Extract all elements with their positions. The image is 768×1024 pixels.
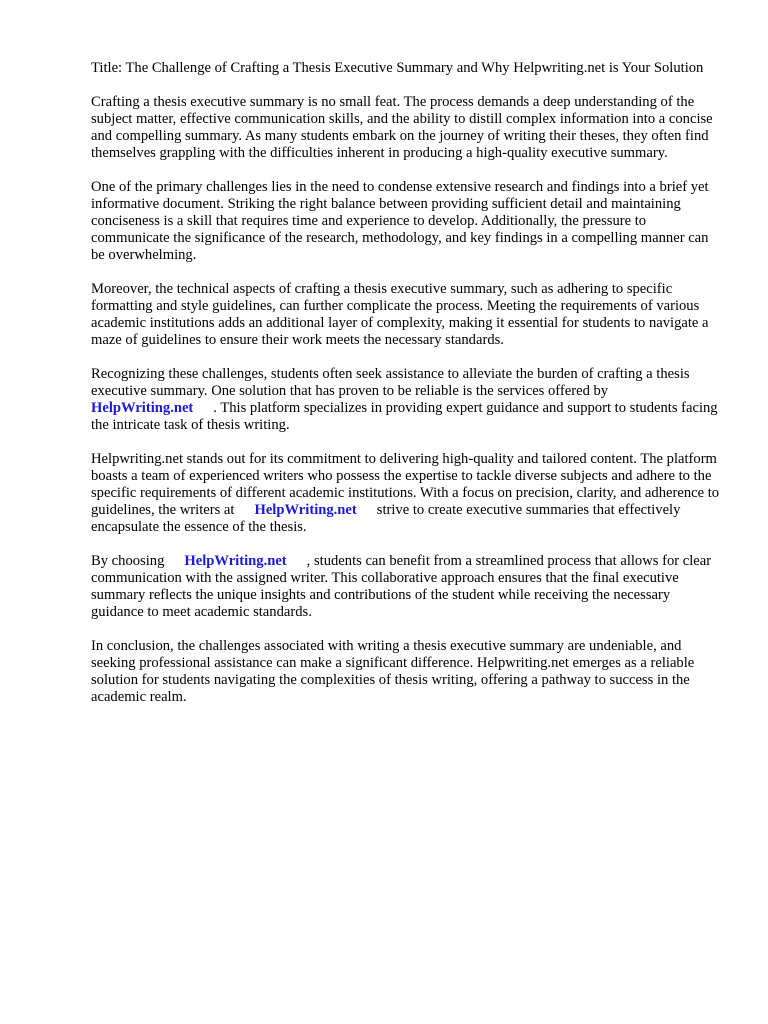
paragraph-solution-text-after: . This platform specializes in providing expert guidance and support to students facing the intricate task of thesis writing.	[91, 400, 718, 433]
paragraph-choosing-text-before: By choosing	[91, 553, 165, 569]
paragraph-choosing-text-after: , students can benefit from a streamlined process that allows for clear communication with the assigned writer. This collaborative approach ensures that the final executive summary reflects the unique insights and contributions of the student while receiving the necessary guidance to meet academic standards.	[91, 553, 712, 620]
helpwriting-link-1[interactable]: HelpWriting.net	[91, 400, 194, 416]
paragraph-choosing	[91, 553, 723, 621]
paragraph-commitment-text-before: Helpwriting.net stands out for its commitment to delivering high-quality and tailored content. The platform boasts a team of experienced writers who possess the expertise to tackle diverse subjects and adhere to the specific requirements of different academic institutions. With a focus on precision, clarity, and adherence to guidelines, the writers at	[91, 451, 720, 518]
paragraph-commitment-text-after: strive to create executive summaries that effectively encapsulate the essence of the thesis.	[91, 502, 681, 535]
paragraph-challenges: One of the primary challenges lies in the need to condense extensive research and findings into a brief yet informative document. Striking the right balance between providing sufficient detail and maintaining conciseness is a skill that requires time and experience to develop. Additionally, the pressure to communicate the significance of the research, methodology, and key findings in a compelling manner can be overwhelming.	[91, 179, 709, 263]
paragraph-conclusion: In conclusion, the challenges associated with writing a thesis executive summary are undeniable, and seeking professional assistance can make a significant difference. Helpwriting.net emerges as a reliable solution for students navigating the complexities of thesis writing, offering a pathway to success in the academic realm.	[91, 638, 695, 705]
paragraph-solution	[91, 366, 723, 434]
document-body	[91, 60, 723, 723]
paragraph-commitment	[91, 451, 723, 536]
paragraph-solution-text-before: Recognizing these challenges, students often seek assistance to alleviate the burden of crafting a thesis executive summary. One solution that has proven to be reliable is the services offered by	[91, 366, 690, 399]
paragraph-technical-aspects: Moreover, the technical aspects of crafting a thesis executive summary, such as adhering to specific formatting and style guidelines, can further complicate the process. Meeting the requirements of various academic institutions adds an additional layer of complexity, making it essential for students to navigate a maze of guidelines to ensure their work meets the necessary standards.	[91, 281, 709, 348]
helpwriting-link-2[interactable]: HelpWriting.net	[254, 502, 357, 518]
helpwriting-link-3[interactable]: HelpWriting.net	[184, 553, 287, 569]
document-title: Title: The Challenge of Crafting a Thesis Executive Summary and Why Helpwriting.net is Your Solution	[91, 60, 704, 76]
paragraph-intro: Crafting a thesis executive summary is no small feat. The process demands a deep understanding of the subject matter, effective communication skills, and the ability to distill complex information into a concise and compelling summary. As many students embark on the journey of writing their theses, they often find themselves grappling with the difficulties inherent in producing a high-quality executive summary.	[91, 94, 713, 161]
